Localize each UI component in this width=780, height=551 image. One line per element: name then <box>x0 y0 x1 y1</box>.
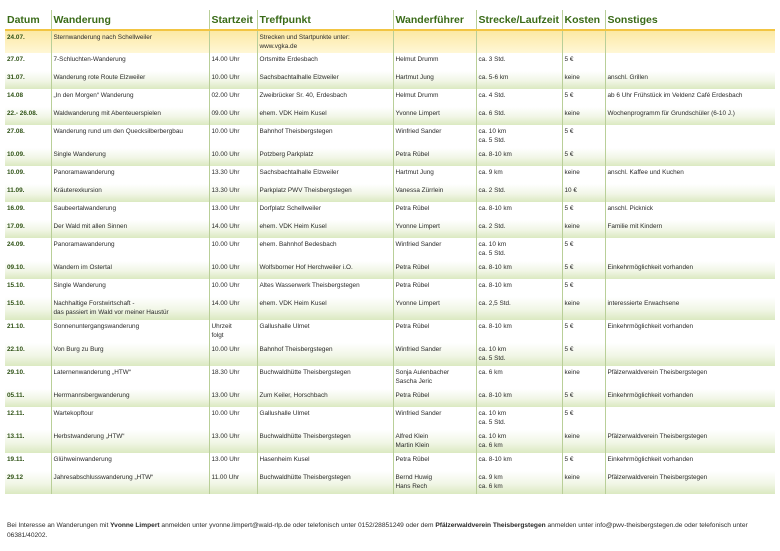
hike-cell: Glühweinwanderung <box>51 453 209 471</box>
notes-cell: Wochenprogramm für Grundschüler (6-10 J.) <box>605 107 775 125</box>
table-row <box>5 343 775 366</box>
table-row <box>5 107 775 125</box>
table-row <box>5 366 775 389</box>
date-cell: 13.11. <box>5 430 51 453</box>
meeting-point-cell: Gallushalle Ulmet <box>257 320 393 343</box>
table-row <box>5 320 775 343</box>
meeting-point-cell: Buchwaldhütte Theisbergstegen <box>257 430 393 453</box>
notes-cell: anschl. Grillen <box>605 71 775 89</box>
footer-name-pwv: Pfälzerwaldverein Theisbergstegen <box>435 522 546 529</box>
distance-cell: ca. 10 km ca. 5 Std. <box>476 238 562 261</box>
hike-cell: Wartekopftour <box>51 407 209 430</box>
table-row <box>5 238 775 261</box>
meeting-point-cell: Zweibrücker Sr. 40, Erdesbach <box>257 89 393 107</box>
date-cell: 27.08. <box>5 125 51 148</box>
notes-cell: Einkehrmöglichkeit vorhanden <box>605 320 775 343</box>
guide-cell: Petra Rübel <box>393 202 476 220</box>
date-cell: 31.07. <box>5 71 51 89</box>
notes-cell <box>605 30 775 53</box>
cost-cell: 5 € <box>562 279 605 297</box>
header-datum: Datum <box>5 10 51 30</box>
meeting-point-cell: Altes Wasserwerk Theisbergstegen <box>257 279 393 297</box>
guide-cell: Petra Rübel <box>393 279 476 297</box>
distance-cell: ca. 8-10 km <box>476 279 562 297</box>
date-cell: 14.08 <box>5 89 51 107</box>
date-cell: 21.10. <box>5 320 51 343</box>
guide-cell: Winfried Sander <box>393 407 476 430</box>
footer-text-1: Bei Interesse an Wanderungen mit <box>7 522 111 529</box>
notes-cell: Familie mit Kindern <box>605 220 775 238</box>
notes-cell: interessierte Erwachsene <box>605 297 775 320</box>
header-sonstiges: Sonstiges <box>605 10 775 30</box>
distance-cell: ca. 8-10 km <box>476 453 562 471</box>
header-strecke: Strecke/Laufzeit <box>476 10 562 30</box>
time-cell: 18.30 Uhr <box>209 366 257 389</box>
distance-cell: ca. 9 km ca. 6 km <box>476 471 562 494</box>
cost-cell: 5 € <box>562 453 605 471</box>
table-row <box>5 202 775 220</box>
guide-cell: Winfried Sander <box>393 238 476 261</box>
notes-cell: anschl. Kaffee und Kuchen <box>605 166 775 184</box>
meeting-point-cell: Ortsmitte Erdesbach <box>257 53 393 71</box>
guide-cell: Winfried Sander <box>393 125 476 148</box>
time-cell: 10.00 Uhr <box>209 238 257 261</box>
cost-cell: keine <box>562 220 605 238</box>
meeting-point-cell: Sachsbachtalhalle Elzweiler <box>257 71 393 89</box>
hike-cell: Laternenwanderung „HTW“ <box>51 366 209 389</box>
distance-cell: ca. 10 km ca. 5 Std. <box>476 125 562 148</box>
notes-cell <box>605 53 775 71</box>
notes-cell <box>605 148 775 166</box>
meeting-point-cell: Buchwaldhütte Theisbergstegen <box>257 366 393 389</box>
guide-cell: Yvonne Limpert <box>393 297 476 320</box>
cost-cell: 5 € <box>562 148 605 166</box>
meeting-point-cell: ehem. VDK Heim Kusel <box>257 220 393 238</box>
distance-cell: ca. 10 km ca. 5 Std. <box>476 343 562 366</box>
cost-cell: keine <box>562 71 605 89</box>
distance-cell <box>476 30 562 53</box>
date-cell: 24.07. <box>5 30 51 53</box>
hike-cell: Waldwanderung mit Abenteuerspielen <box>51 107 209 125</box>
guide-cell: Petra Rübel <box>393 389 476 407</box>
time-cell: 11.00 Uhr <box>209 471 257 494</box>
hiking-schedule-table <box>5 10 775 494</box>
notes-cell <box>605 279 775 297</box>
cost-cell: keine <box>562 430 605 453</box>
time-cell: 10.00 Uhr <box>209 261 257 279</box>
notes-cell: ab 6 Uhr Frühstück im Veldenz Café Erdesbach <box>605 89 775 107</box>
date-cell: 17.09. <box>5 220 51 238</box>
header-treffpunkt: Treffpunkt <box>257 10 393 30</box>
hike-cell: Kräuterexkursion <box>51 184 209 202</box>
table-row <box>5 430 775 453</box>
hike-cell: Panoramawanderung <box>51 238 209 261</box>
meeting-point-cell: ehem. Bahnhof Bedesbach <box>257 238 393 261</box>
table-row <box>5 166 775 184</box>
hike-cell: 7-Schluchten-Wanderung <box>51 53 209 71</box>
time-cell: 10.00 Uhr <box>209 148 257 166</box>
time-cell: 13.00 Uhr <box>209 430 257 453</box>
guide-cell: Helmut Drumm <box>393 53 476 71</box>
header-wanderfuehrer: Wanderführer <box>393 10 476 30</box>
date-cell: 12.11. <box>5 407 51 430</box>
hike-cell: Der Wald mit allen Sinnen <box>51 220 209 238</box>
guide-cell: Helmut Drumm <box>393 89 476 107</box>
table-row <box>5 389 775 407</box>
hike-cell: „In den Morgen“ Wanderung <box>51 89 209 107</box>
guide-cell: Yvonne Limpert <box>393 220 476 238</box>
time-cell: 10.00 Uhr <box>209 407 257 430</box>
guide-cell: Hartmut Jung <box>393 71 476 89</box>
table-row <box>5 220 775 238</box>
time-cell: 14.00 Uhr <box>209 53 257 71</box>
time-cell: 10.00 Uhr <box>209 125 257 148</box>
meeting-point-cell: Zum Keiler, Horschbach <box>257 389 393 407</box>
notes-cell <box>605 184 775 202</box>
cost-cell: keine <box>562 297 605 320</box>
cost-cell: 5 € <box>562 343 605 366</box>
distance-cell: ca. 8-10 km <box>476 202 562 220</box>
cost-cell: 10 € <box>562 184 605 202</box>
hike-cell: Sternwanderung nach Schellweiler <box>51 30 209 53</box>
table-row <box>5 89 775 107</box>
time-cell: 14.00 Uhr <box>209 220 257 238</box>
time-cell: 10.00 Uhr <box>209 279 257 297</box>
table-row <box>5 71 775 89</box>
date-cell: 22.10. <box>5 343 51 366</box>
meeting-point-cell: Potzberg Parkplatz <box>257 148 393 166</box>
table-row <box>5 30 775 53</box>
distance-cell: ca. 8-10 km <box>476 148 562 166</box>
meeting-point-cell: Gallushalle Ulmet <box>257 407 393 430</box>
meeting-point-cell: Wolfsborner Hof Herchweiler i.O. <box>257 261 393 279</box>
cost-cell: 5 € <box>562 407 605 430</box>
distance-cell: ca. 9 km <box>476 166 562 184</box>
hike-cell: Panoramawanderung <box>51 166 209 184</box>
guide-cell: Petra Rübel <box>393 320 476 343</box>
date-cell: 24.09. <box>5 238 51 261</box>
date-cell: 11.09. <box>5 184 51 202</box>
notes-cell <box>605 343 775 366</box>
table-row <box>5 297 775 320</box>
cost-cell: keine <box>562 166 605 184</box>
date-cell: 16.09. <box>5 202 51 220</box>
meeting-point-cell: Dorfplatz Schellweiler <box>257 202 393 220</box>
date-cell: 15.10. <box>5 279 51 297</box>
time-cell: 10.00 Uhr <box>209 343 257 366</box>
time-cell: 02.00 Uhr <box>209 89 257 107</box>
distance-cell: ca. 2 Std. <box>476 220 562 238</box>
meeting-point-cell: Buchwaldhütte Theisbergstegen <box>257 471 393 494</box>
notes-cell: Pfälzerwaldverein Theisbergstegen <box>605 430 775 453</box>
distance-cell: ca. 6 Std. <box>476 107 562 125</box>
notes-cell: Pfälzerwaldverein Theisbergstegen <box>605 366 775 389</box>
cost-cell: 5 € <box>562 320 605 343</box>
cost-cell: 5 € <box>562 202 605 220</box>
guide-cell: Vanessa Zürrlein <box>393 184 476 202</box>
time-cell: 13.30 Uhr <box>209 166 257 184</box>
hike-cell: Jahresabschlusswanderung „HTW“ <box>51 471 209 494</box>
hike-cell: Herbstwanderung „HTW“ <box>51 430 209 453</box>
distance-cell: ca. 4 Std. <box>476 89 562 107</box>
table-row <box>5 471 775 494</box>
guide-cell: Alfred Klein Martin Klein <box>393 430 476 453</box>
footer-name-limpert: Yvonne Limpert <box>110 522 160 529</box>
header-wanderung: Wanderung <box>51 10 209 30</box>
hike-cell: Wanderung rote Route Elzweiler <box>51 71 209 89</box>
cost-cell: 5 € <box>562 389 605 407</box>
meeting-point-cell: Bahnhof Theisbergstegen <box>257 343 393 366</box>
cost-cell: 5 € <box>562 89 605 107</box>
distance-cell: ca. 2 Std. <box>476 184 562 202</box>
notes-cell: Einkehrmöglichkeit vorhanden <box>605 453 775 471</box>
cost-cell: 5 € <box>562 238 605 261</box>
time-cell: Uhrzeit folgt <box>209 320 257 343</box>
date-cell: 10.09. <box>5 148 51 166</box>
cost-cell <box>562 30 605 53</box>
time-cell: 13.30 Uhr <box>209 184 257 202</box>
time-cell: 13.00 Uhr <box>209 202 257 220</box>
notes-cell <box>605 238 775 261</box>
meeting-point-cell: Sachsbachtalhalle Elzweiler <box>257 166 393 184</box>
header-kosten: Kosten <box>562 10 605 30</box>
cost-cell: 5 € <box>562 261 605 279</box>
table-row <box>5 407 775 430</box>
notes-cell: Pfälzerwaldverein Theisbergstegen <box>605 471 775 494</box>
time-cell: 09.00 Uhr <box>209 107 257 125</box>
guide-cell: Petra Rübel <box>393 261 476 279</box>
time-cell: 13.00 Uhr <box>209 389 257 407</box>
cost-cell: 5 € <box>562 53 605 71</box>
hike-cell: Single Wanderung <box>51 148 209 166</box>
guide-cell: Bernd Huwig Hans Rech <box>393 471 476 494</box>
meeting-point-cell: Hasenheim Kusel <box>257 453 393 471</box>
distance-cell: ca. 5-6 km <box>476 71 562 89</box>
date-cell: 29.10. <box>5 366 51 389</box>
hike-cell: Single Wanderung <box>51 279 209 297</box>
hike-cell: Saubeertalwanderung <box>51 202 209 220</box>
distance-cell: ca. 10 km ca. 6 km <box>476 430 562 453</box>
time-cell: 13.00 Uhr <box>209 453 257 471</box>
date-cell: 22.- 26.08. <box>5 107 51 125</box>
footer-text-2: anmelden unter yvonne.limpert@wald-rlp.de oder telefonisch unter 0152/28851249 oder dem <box>159 522 436 529</box>
time-cell <box>209 30 257 53</box>
date-cell: 10.09. <box>5 166 51 184</box>
cost-cell: 5 € <box>562 125 605 148</box>
hike-cell: Wandern im Ostertal <box>51 261 209 279</box>
hike-cell: Nachhaltige Forstwirtschaft - das passiert im Wald vor meiner Haustür <box>51 297 209 320</box>
meeting-point-cell: Strecken und Startpunkte unter: www.vgka.de <box>257 30 393 53</box>
cost-cell: keine <box>562 471 605 494</box>
distance-cell: ca. 8-10 km <box>476 261 562 279</box>
cost-cell: keine <box>562 107 605 125</box>
table-row <box>5 184 775 202</box>
footer-text-3: anmelden unter info@pwv-theisbergstegen.de oder telefonisch unter 06381/40202. <box>7 522 748 539</box>
guide-cell: Hartmut Jung <box>393 166 476 184</box>
notes-cell: Einkehrmöglichkeit vorhanden <box>605 261 775 279</box>
guide-cell: Petra Rübel <box>393 453 476 471</box>
table-body <box>5 30 775 494</box>
date-cell: 27.07. <box>5 53 51 71</box>
table-row <box>5 53 775 71</box>
guide-cell: Yvonne Limpert <box>393 107 476 125</box>
hike-cell: Sonnenuntergangswanderung <box>51 320 209 343</box>
table-row <box>5 125 775 148</box>
guide-cell <box>393 30 476 53</box>
hike-cell: Von Burg zu Burg <box>51 343 209 366</box>
cost-cell: keine <box>562 366 605 389</box>
date-cell: 15.10. <box>5 297 51 320</box>
table-row <box>5 148 775 166</box>
notes-cell <box>605 407 775 430</box>
date-cell: 19.11. <box>5 453 51 471</box>
guide-cell: Petra Rübel <box>393 148 476 166</box>
date-cell: 05.11. <box>5 389 51 407</box>
header-startzeit: Startzeit <box>209 10 257 30</box>
footer-note <box>7 521 775 541</box>
meeting-point-cell: Bahnhof Theisbergstegen <box>257 125 393 148</box>
table-row <box>5 453 775 471</box>
guide-cell: Winfried Sander <box>393 343 476 366</box>
notes-cell <box>605 125 775 148</box>
date-cell: 29.12 <box>5 471 51 494</box>
hike-cell: Herrmannsbergwanderung <box>51 389 209 407</box>
distance-cell: ca. 8-10 km <box>476 320 562 343</box>
distance-cell: ca. 10 km ca. 5 Std. <box>476 407 562 430</box>
meeting-point-cell: ehem. VDK Heim Kusel <box>257 107 393 125</box>
time-cell: 10.00 Uhr <box>209 71 257 89</box>
meeting-point-cell: ehem. VDK Heim Kusel <box>257 297 393 320</box>
notes-cell: Einkehrmöglichkeit vorhanden <box>605 389 775 407</box>
distance-cell: ca. 6 km <box>476 366 562 389</box>
guide-cell: Sonja Aulenbacher Sascha Jeric <box>393 366 476 389</box>
hike-cell: Wanderung rund um den Quecksilberbergbau <box>51 125 209 148</box>
table-row <box>5 261 775 279</box>
notes-cell: anschl. Picknick <box>605 202 775 220</box>
header-row <box>5 10 775 30</box>
distance-cell: ca. 3 Std. <box>476 53 562 71</box>
distance-cell: ca. 8-10 km <box>476 389 562 407</box>
distance-cell: ca. 2,5 Std. <box>476 297 562 320</box>
table-row <box>5 279 775 297</box>
date-cell: 09.10. <box>5 261 51 279</box>
time-cell: 14.00 Uhr <box>209 297 257 320</box>
meeting-point-cell: Parkplatz PWV Theisbergstegen <box>257 184 393 202</box>
